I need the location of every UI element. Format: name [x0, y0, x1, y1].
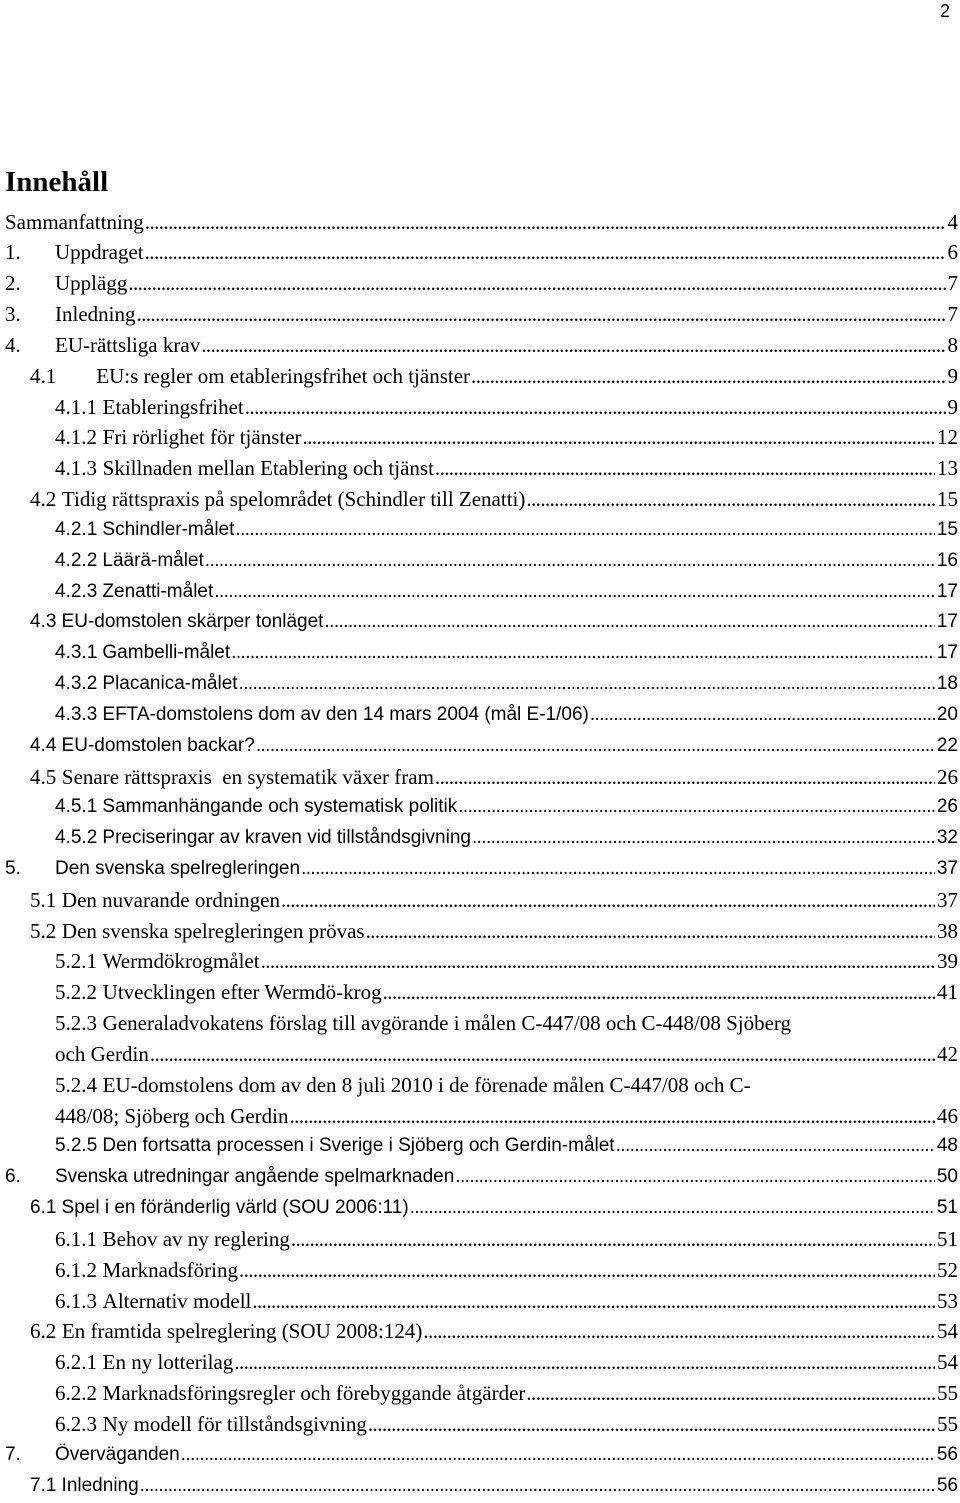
- toc-entry-number: 4.1.2: [55, 425, 97, 450]
- toc-entry: [0, 330, 958, 361]
- dot-leader: [140, 1471, 935, 1502]
- toc-entry-number: 6.2.3: [55, 1411, 97, 1436]
- toc-entry-title: Spel i en föränderlig värld (SOU 2006:11): [61, 1197, 409, 1219]
- toc-entry: [0, 1347, 958, 1378]
- toc-entry-page: 18: [936, 673, 958, 695]
- toc-entry-page: 55: [937, 1411, 958, 1436]
- toc-entry: [0, 946, 958, 977]
- toc-entry-page: 20: [936, 703, 958, 725]
- toc-entry: [0, 823, 958, 854]
- toc-entry-page: 37: [937, 887, 958, 912]
- toc-entry-number: 4.2.1: [55, 518, 98, 540]
- toc-entry-number: 5.2.5: [55, 1135, 98, 1157]
- toc-entry: [0, 1409, 958, 1440]
- dot-leader: [239, 1255, 935, 1286]
- toc-entry-page: 17: [936, 642, 958, 664]
- toc-heading: Innehåll: [5, 166, 109, 198]
- dot-leader: [616, 1131, 935, 1162]
- dot-leader: [231, 638, 935, 669]
- dot-leader: [455, 1162, 935, 1193]
- toc-entry: [0, 1162, 958, 1193]
- toc-entry-page: 13: [937, 456, 958, 481]
- toc-entry: [0, 422, 958, 453]
- dot-leader: [303, 422, 935, 453]
- toc-entry-number: 4.3.2: [55, 673, 98, 695]
- toc-entry-page: 17: [936, 611, 958, 633]
- toc-entry: [0, 237, 958, 268]
- toc-entry: [0, 1070, 958, 1101]
- toc-entry: [0, 1008, 958, 1039]
- toc-entry-page: 42: [937, 1041, 958, 1066]
- toc-entry-page: 52: [937, 1257, 958, 1282]
- toc-entry-title: Generaladvokatens förslag till avgörande i målen C-447/08 och C-448/08 Sjöberg: [102, 1011, 792, 1036]
- toc-entry-title: Ny modell för tillståndsgivning: [102, 1411, 367, 1436]
- dot-leader: [291, 1224, 935, 1255]
- toc-entry-page: 22: [936, 734, 958, 756]
- toc-entry-number: 5.: [5, 857, 21, 879]
- toc-entry-title: Den nuvarande ordningen: [61, 887, 280, 912]
- toc-entry-page: 7: [947, 271, 958, 296]
- toc-entry-continuation: [0, 1101, 958, 1132]
- dot-leader: [261, 946, 935, 977]
- toc-entry-page: 41: [937, 980, 958, 1005]
- toc-entry-number: 5.2.2: [55, 980, 97, 1005]
- toc-entry-number: 4.2.3: [55, 580, 98, 602]
- toc-entry-number: 4.2: [30, 487, 57, 512]
- dot-leader: [366, 916, 935, 947]
- toc-entry-page: 51: [936, 1197, 958, 1219]
- toc-entry-number: 6.2: [30, 1319, 57, 1344]
- toc-entry: [0, 299, 958, 330]
- toc-entry-number: 4.3: [30, 611, 57, 633]
- toc-entry-number: 6.1.1: [55, 1226, 97, 1251]
- toc-entry-number: 6.1.2: [55, 1257, 97, 1282]
- toc-entry-continuation: [0, 1039, 958, 1070]
- toc-entry-title: Etableringsfrihet: [102, 394, 244, 419]
- dot-leader: [256, 731, 935, 762]
- toc-entry-number: 4.2.2: [55, 549, 98, 571]
- toc-entry-page: 46: [937, 1103, 958, 1128]
- toc-entry-page: 26: [936, 796, 958, 818]
- toc-entry: [0, 361, 958, 392]
- toc-entry-title: Senare rättspraxis en systematik växer fram: [61, 764, 434, 789]
- toc-entry-number: 4.5.1: [55, 796, 98, 818]
- toc-entry-page: 15: [937, 487, 958, 512]
- toc-entry-title: Utvecklingen efter Wermdö-krog: [102, 980, 382, 1005]
- toc-entry: [0, 515, 958, 546]
- toc-entry: [0, 1286, 958, 1317]
- toc-entry: [0, 1471, 958, 1502]
- toc-entry-title: 448/08; Sjöberg och Gerdin: [55, 1103, 289, 1128]
- dot-leader: [128, 268, 945, 299]
- toc-entry-number: 5.2.4: [55, 1072, 97, 1097]
- toc-entry-page: 53: [937, 1288, 958, 1313]
- dot-leader: [150, 1039, 935, 1070]
- toc-entry-title: EU-domstolens dom av den 8 juli 2010 i de förenade målen C-447/08 och C-: [102, 1072, 751, 1097]
- toc-entry-title: Schindler-målet: [102, 518, 235, 540]
- toc-entry-number: 4.3.1: [55, 642, 98, 664]
- toc-entry-number: 4.4: [30, 734, 57, 756]
- toc-entry-page: 26: [937, 764, 958, 789]
- toc-entry-title: Inledning: [55, 302, 136, 327]
- toc-entry-number: 5.2: [30, 918, 57, 943]
- toc-entry-title: och Gerdin: [55, 1041, 149, 1066]
- toc-entry-page: 9: [947, 394, 958, 419]
- toc-entry-title: Wermdökrogmålet: [102, 949, 260, 974]
- toc-entry-page: 6: [947, 240, 958, 265]
- toc-entry-page: 56: [936, 1443, 958, 1465]
- toc-entry-number: 4.1.1: [55, 394, 97, 419]
- toc-entry: [0, 453, 958, 484]
- toc-entry-title: EU-rättsliga krav: [55, 332, 201, 357]
- dot-leader: [201, 330, 945, 361]
- dot-leader: [423, 1316, 935, 1347]
- toc-entry-number: 4.: [5, 332, 21, 357]
- toc-entry-page: 8: [947, 332, 958, 357]
- toc-entry-number: 7.1: [30, 1474, 57, 1496]
- toc-entry-title: Uppdraget: [55, 240, 144, 265]
- dot-leader: [458, 792, 935, 823]
- toc-entry-number: 7.: [5, 1443, 21, 1465]
- toc-entry: [0, 577, 958, 608]
- toc-entry-title: Den fortsatta processen i Sverige i Sjöberg och Gerdin-målet: [102, 1135, 615, 1157]
- toc-entry: [0, 854, 958, 885]
- toc-entry: [0, 669, 958, 700]
- toc-entry: [0, 792, 958, 823]
- toc-entry-title: Svenska utredningar angående spelmarknaden: [55, 1166, 455, 1188]
- toc-entry-page: 37: [936, 857, 958, 879]
- dot-leader: [472, 823, 935, 854]
- dot-leader: [526, 484, 935, 515]
- toc-entry: [0, 546, 958, 577]
- toc-entry: [0, 977, 958, 1008]
- toc-entry-number: 4.3.3: [55, 703, 98, 725]
- toc-entry-title: Marknadsföringsregler och förebyggande åtgärder: [102, 1381, 526, 1406]
- dot-leader: [281, 885, 935, 916]
- toc-entry-number: 5.2.3: [55, 1011, 97, 1036]
- toc-entry: [0, 700, 958, 731]
- toc-entry-title: En ny lotterilag: [102, 1350, 234, 1375]
- toc-entry: [0, 607, 958, 638]
- toc-entry: [0, 1193, 958, 1224]
- toc-entry-title: Överväganden: [55, 1443, 180, 1465]
- dot-leader: [145, 207, 946, 238]
- dot-leader: [136, 299, 945, 330]
- toc-entry-page: 17: [936, 580, 958, 602]
- toc-entry-title: Skillnaden mellan Etablering och tjänst: [102, 456, 434, 481]
- toc-entry-number: 6.1: [30, 1197, 57, 1219]
- toc-entry-number: 6.2.1: [55, 1350, 97, 1375]
- dot-leader: [239, 669, 935, 700]
- dot-leader: [234, 1347, 935, 1378]
- toc-entry-title: Preciseringar av kraven vid tillståndsgivning: [102, 827, 471, 849]
- toc-entry-title: En framtida spelreglering (SOU 2008:124): [61, 1319, 423, 1344]
- toc-entry-title: Läärä-målet: [102, 549, 204, 571]
- toc-entry-title: EU:s regler om etableringsfrihet och tjänster: [96, 363, 471, 388]
- toc-entry-title: EU-domstolen backar?: [61, 734, 255, 756]
- table-of-contents: [0, 207, 958, 1502]
- toc-entry-title: Upplägg: [55, 271, 128, 296]
- toc-entry-number: 4.1: [30, 363, 57, 388]
- toc-entry-number: 4.5.2: [55, 827, 98, 849]
- toc-entry: [0, 885, 958, 916]
- toc-entry-title: Den svenska spelregleringen: [55, 857, 301, 879]
- toc-entry-page: 48: [936, 1135, 958, 1157]
- toc-entry-number: 2.: [5, 271, 21, 296]
- dot-leader: [214, 577, 935, 608]
- toc-entry-page: 32: [936, 827, 958, 849]
- toc-entry-number: 1.: [5, 240, 21, 265]
- toc-entry-title: EFTA-domstolens dom av den 14 mars 2004 (mål E-1/06): [102, 703, 589, 725]
- toc-entry: [0, 916, 958, 947]
- page-number: 2: [939, 1, 950, 21]
- toc-entry-page: 55: [937, 1381, 958, 1406]
- dot-leader: [383, 977, 935, 1008]
- toc-entry-number: 5.2.1: [55, 949, 97, 974]
- toc-entry-title: Inledning: [61, 1474, 139, 1496]
- dot-leader: [205, 546, 935, 577]
- dot-leader: [181, 1440, 935, 1471]
- toc-entry-page: 50: [936, 1166, 958, 1188]
- toc-entry: [0, 638, 958, 669]
- toc-entry-number: 3.: [5, 302, 21, 327]
- toc-entry: [0, 1378, 958, 1409]
- toc-entry-title: Zenatti-målet: [102, 580, 214, 602]
- toc-entry-title: Placanica-målet: [102, 673, 238, 695]
- toc-entry-number: 4.1.3: [55, 456, 97, 481]
- dot-leader: [526, 1378, 935, 1409]
- toc-entry-title: Behov av ny reglering: [102, 1226, 290, 1251]
- toc-entry: [0, 1131, 958, 1162]
- toc-entry-page: 7: [947, 302, 958, 327]
- dot-leader: [145, 237, 946, 268]
- toc-entry-title: Gambelli-målet: [102, 642, 231, 664]
- toc-entry: [0, 207, 958, 238]
- dot-leader: [410, 1193, 935, 1224]
- toc-entry-number: 5.1: [30, 887, 57, 912]
- toc-entry-title: Tidig rättspraxis på spelområdet (Schindler till Zenatti): [61, 487, 526, 512]
- toc-entry: [0, 1316, 958, 1347]
- toc-entry-title: Alternativ modell: [102, 1288, 252, 1313]
- toc-entry-page: 51: [937, 1226, 958, 1251]
- toc-entry-page: 54: [937, 1319, 958, 1344]
- toc-entry: [0, 268, 958, 299]
- toc-entry-title: EU-domstolen skärper tonläget: [61, 611, 324, 633]
- toc-entry: [0, 1224, 958, 1255]
- toc-entry-number: 6.2.2: [55, 1381, 97, 1406]
- toc-entry-page: 9: [947, 363, 958, 388]
- dot-leader: [590, 700, 935, 731]
- toc-entry-page: 12: [937, 425, 958, 450]
- dot-leader: [290, 1101, 935, 1132]
- toc-entry: [0, 762, 958, 793]
- dot-leader: [368, 1409, 935, 1440]
- dot-leader: [435, 762, 935, 793]
- toc-entry-page: 16: [936, 549, 958, 571]
- toc-entry: [0, 484, 958, 515]
- toc-entry-page: 39: [937, 949, 958, 974]
- toc-entry-number: 6.: [5, 1166, 21, 1188]
- toc-entry-page: 54: [937, 1350, 958, 1375]
- toc-entry-number: 6.1.3: [55, 1288, 97, 1313]
- dot-leader: [301, 854, 935, 885]
- dot-leader: [324, 607, 934, 638]
- toc-entry-title: Sammanhängande och systematisk politik: [102, 796, 458, 818]
- toc-entry: [0, 1255, 958, 1286]
- toc-entry-number: 4.5: [30, 764, 57, 789]
- toc-entry-title: Marknadsföring: [102, 1257, 238, 1282]
- dot-leader: [245, 392, 946, 423]
- toc-entry: [0, 1440, 958, 1471]
- toc-entry-title: Sammanfattning: [5, 209, 144, 234]
- dot-leader: [471, 361, 945, 392]
- toc-entry-page: 56: [936, 1474, 958, 1496]
- toc-entry: [0, 392, 958, 423]
- toc-entry-title: Fri rörlighet för tjänster: [102, 425, 302, 450]
- toc-entry-title: Den svenska spelregleringen prövas: [61, 918, 365, 943]
- toc-entry: [0, 731, 958, 762]
- dot-leader: [252, 1286, 935, 1317]
- dot-leader: [435, 453, 935, 484]
- toc-entry-page: 4: [947, 209, 958, 234]
- toc-entry-page: 38: [937, 918, 958, 943]
- toc-entry-page: 15: [936, 518, 958, 540]
- dot-leader: [235, 515, 934, 546]
